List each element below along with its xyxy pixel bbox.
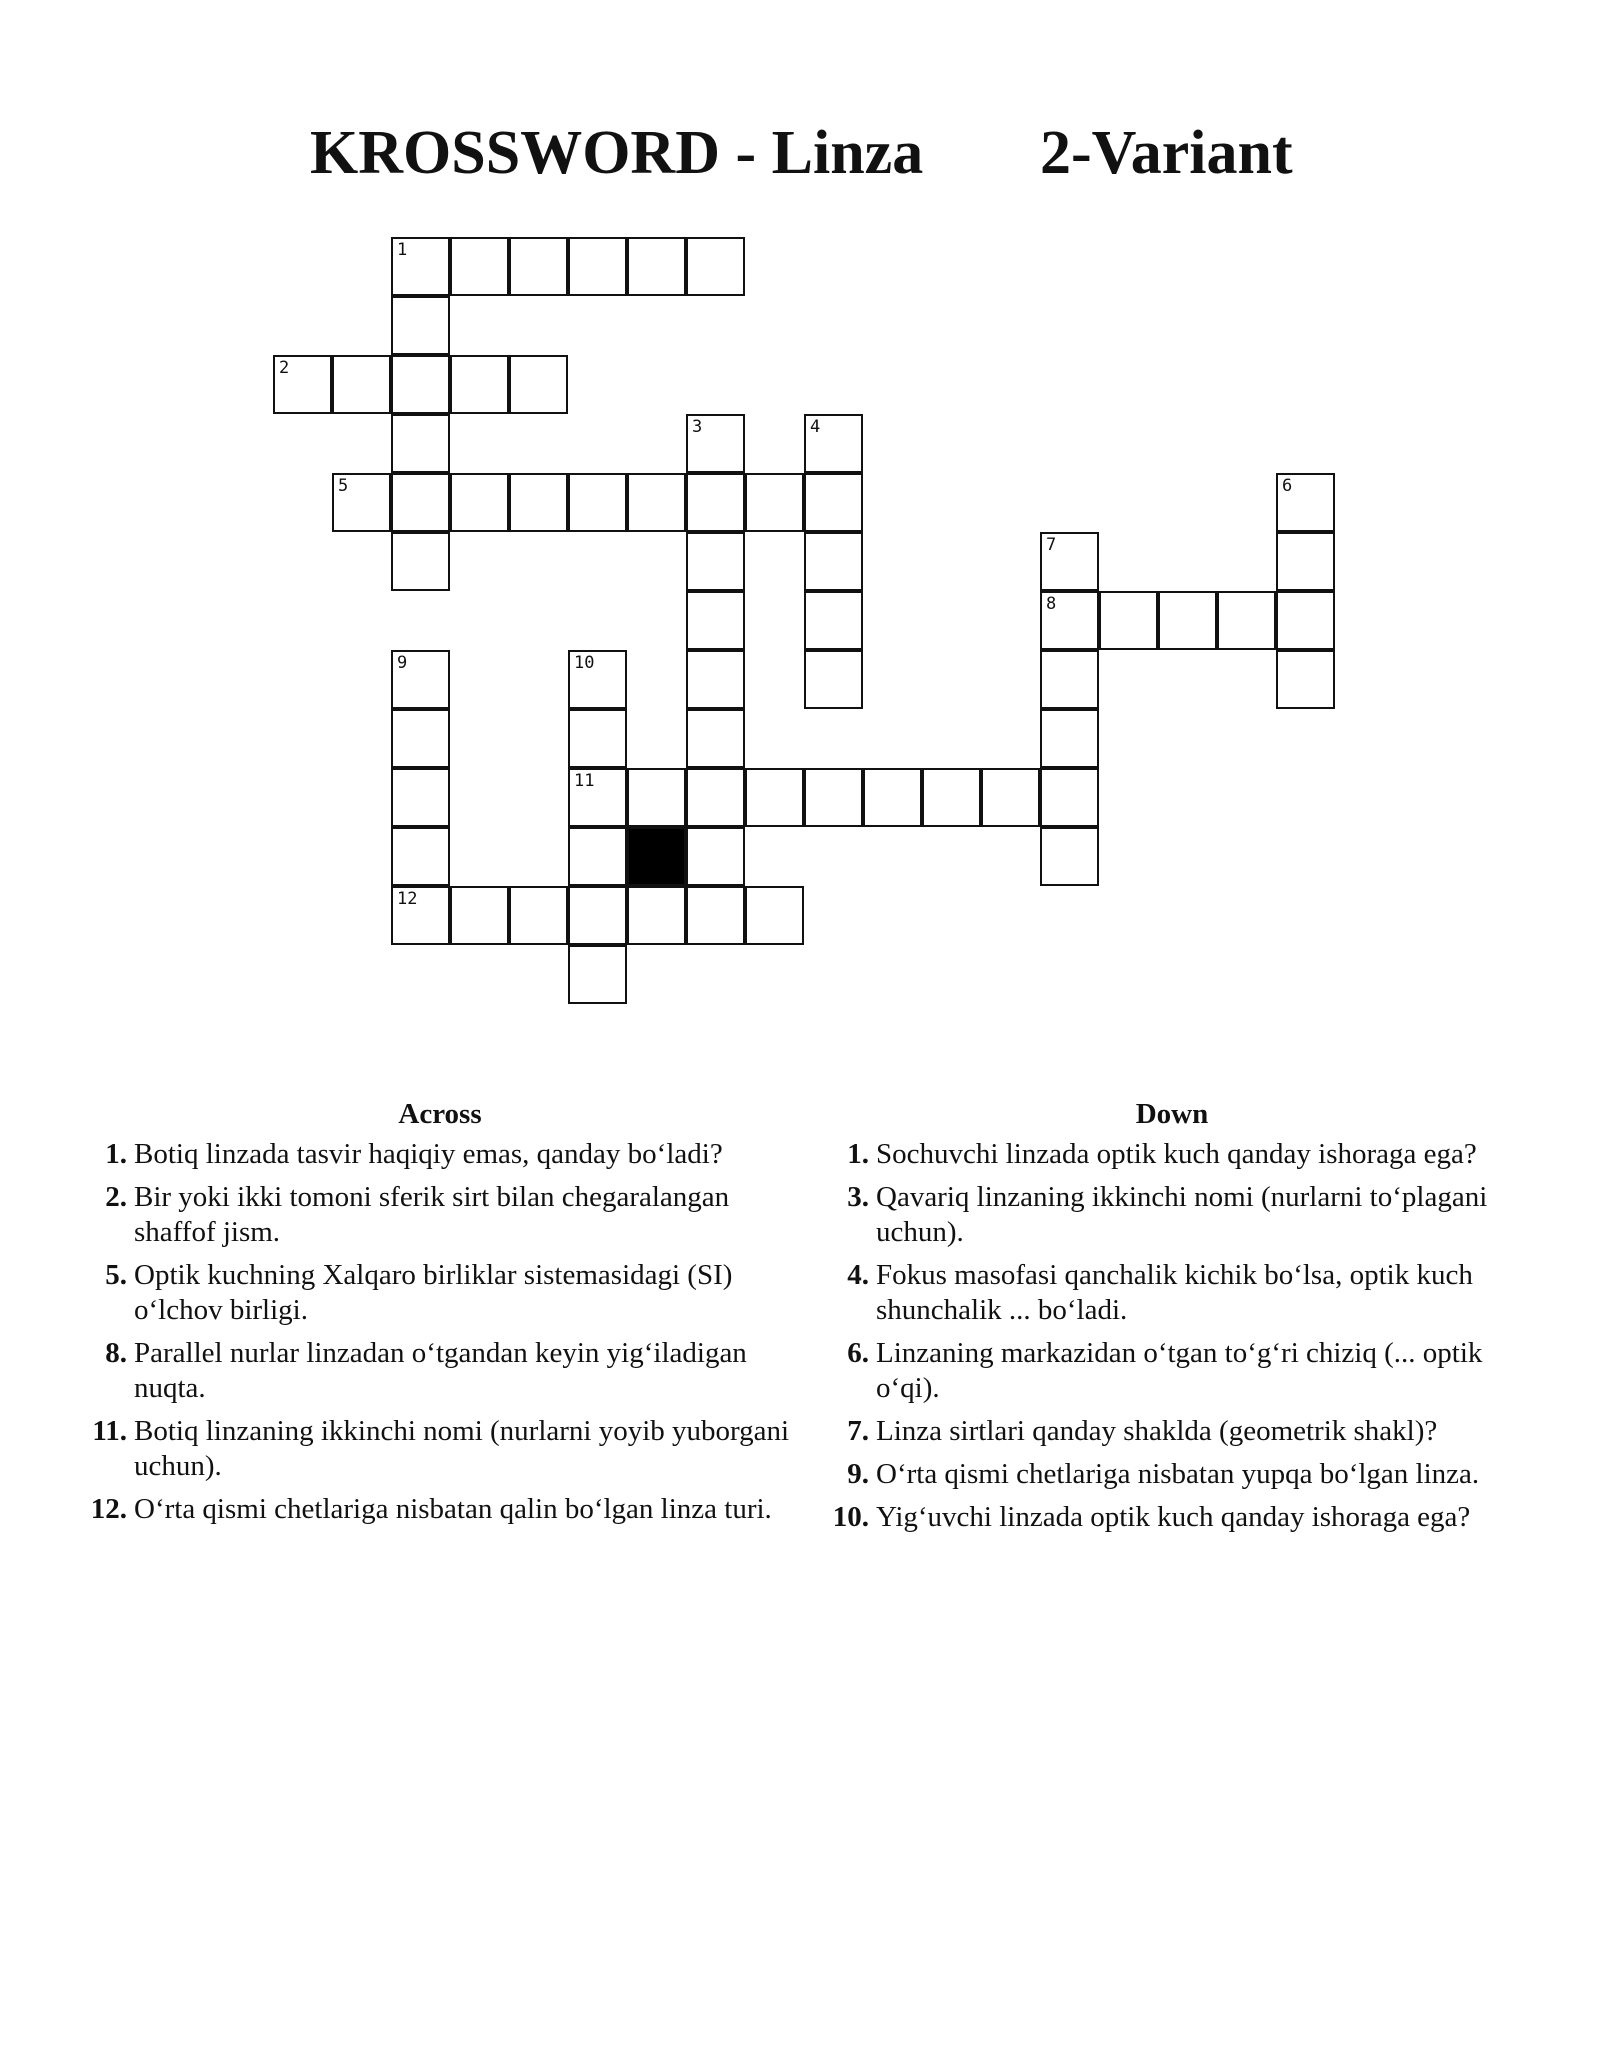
cell-number: 5 [338, 476, 349, 496]
crossword-cell[interactable] [686, 768, 745, 827]
crossword-cell[interactable] [568, 945, 627, 1004]
crossword-cell[interactable] [273, 355, 332, 414]
crossword-cell[interactable] [568, 237, 627, 296]
clue-number: 10. [832, 1501, 869, 1533]
crossword-cell[interactable] [686, 414, 745, 473]
crossword-cell[interactable] [391, 768, 450, 827]
crossword-cell[interactable] [568, 473, 627, 532]
crossword-cell[interactable] [391, 827, 450, 886]
crossword-cell[interactable] [391, 709, 450, 768]
crossword-cell[interactable] [568, 886, 627, 945]
crossword-cell[interactable] [450, 886, 509, 945]
crossword-cell[interactable] [509, 473, 568, 532]
clue-text: Optik kuchning Xalqaro birliklar sistemasidagi (SI) o‘lchov birligi. [134, 1259, 733, 1326]
crossword-cell[interactable] [391, 237, 450, 296]
crossword-cell[interactable] [686, 237, 745, 296]
crossword-cell[interactable] [627, 473, 686, 532]
clue-text: Botiq linzada tasvir haqiqiy emas, qanday bo‘ladi? [134, 1138, 723, 1170]
crossword-cell[interactable] [804, 768, 863, 827]
crossword-cell[interactable] [391, 296, 450, 355]
crossword-cell[interactable] [1040, 827, 1099, 886]
across-clue [80, 1414, 800, 1484]
crossword-cell[interactable] [1040, 768, 1099, 827]
clue-text: Bir yoki ikki tomoni sferik sirt bilan chegaralangan shaffof jism. [134, 1181, 730, 1248]
clue-number: 2. [105, 1181, 127, 1213]
crossword-cell[interactable] [450, 237, 509, 296]
down-clue [822, 1180, 1522, 1250]
crossword-cell[interactable] [804, 414, 863, 473]
down-clue [822, 1137, 1522, 1172]
crossword-cell[interactable] [332, 473, 391, 532]
crossword-cell[interactable] [391, 886, 450, 945]
crossword-cell[interactable] [568, 709, 627, 768]
clue-number: 12. [90, 1493, 127, 1525]
crossword-cell[interactable] [804, 473, 863, 532]
crossword-cell[interactable] [745, 473, 804, 532]
crossword-cell[interactable] [391, 650, 450, 709]
crossword-cell[interactable] [804, 591, 863, 650]
clue-text: Sochuvchi linzada optik kuch qanday ishoraga ega? [876, 1138, 1477, 1170]
title-variant: 2-Variant [1040, 119, 1293, 187]
down-clue [822, 1500, 1522, 1535]
crossword-cell[interactable] [1276, 532, 1335, 591]
clue-number: 1. [105, 1138, 127, 1170]
cell-number: 9 [397, 653, 408, 673]
clue-text: Linzaning markazidan o‘tgan to‘g‘ri chiziq (... optik o‘qi). [876, 1337, 1483, 1404]
crossword-cell[interactable] [686, 650, 745, 709]
crossword-cell[interactable] [1158, 591, 1217, 650]
crossword-cell[interactable] [1276, 591, 1335, 650]
clue-number: 5. [105, 1259, 127, 1291]
crossword-cell[interactable] [450, 355, 509, 414]
clue-number: 6. [847, 1337, 869, 1369]
crossword-cell[interactable] [627, 768, 686, 827]
across-clue [80, 1336, 800, 1406]
crossword-cell[interactable] [1276, 473, 1335, 532]
crossword-cell[interactable] [627, 237, 686, 296]
crossword-cell[interactable] [568, 768, 627, 827]
title-main: KROSSWORD - Linza [310, 119, 924, 187]
crossword-cell[interactable] [686, 827, 745, 886]
crossword-cell[interactable] [1099, 591, 1158, 650]
cell-number: 8 [1046, 594, 1057, 614]
crossword-cell[interactable] [1040, 532, 1099, 591]
cell-number: 2 [279, 358, 290, 378]
down-clues [822, 1097, 1522, 1543]
clue-number: 9. [847, 1458, 869, 1490]
cell-number: 10 [574, 653, 595, 673]
crossword-cell[interactable] [332, 355, 391, 414]
down-clue-list [822, 1137, 1522, 1535]
crossword-grid [0, 0, 1600, 1020]
crossword-cell[interactable] [509, 886, 568, 945]
cell-number: 1 [397, 240, 408, 260]
crossword-cell[interactable] [686, 591, 745, 650]
crossword-cell[interactable] [1040, 650, 1099, 709]
crossword-cell[interactable] [745, 886, 804, 945]
cell-number: 3 [692, 417, 703, 437]
clue-number: 11. [92, 1415, 127, 1447]
crossword-black-cell [627, 827, 686, 886]
crossword-cell[interactable] [922, 768, 981, 827]
clue-text: Botiq linzaning ikkinchi nomi (nurlarni yoyib yuborgani uchun). [134, 1415, 790, 1482]
crossword-cell[interactable] [391, 355, 450, 414]
crossword-cell[interactable] [568, 827, 627, 886]
crossword-cell[interactable] [627, 886, 686, 945]
crossword-cell[interactable] [509, 237, 568, 296]
down-clue [822, 1258, 1522, 1328]
crossword-cell[interactable] [1040, 591, 1099, 650]
across-clue-list [80, 1137, 800, 1527]
clue-number: 8. [105, 1337, 127, 1369]
across-clue [80, 1137, 800, 1172]
across-clues [80, 1097, 800, 1535]
crossword-cell[interactable] [391, 414, 450, 473]
cell-number: 12 [397, 889, 418, 909]
cell-number: 4 [810, 417, 821, 437]
across-clue [80, 1180, 800, 1250]
crossword-cell[interactable] [745, 768, 804, 827]
clue-text: Fokus masofasi qanchalik kichik bo‘lsa, optik kuch shunchalik ... bo‘ladi. [876, 1259, 1473, 1326]
down-clue [822, 1414, 1522, 1449]
crossword-cell[interactable] [686, 709, 745, 768]
crossword-cell[interactable] [1040, 709, 1099, 768]
across-clue [80, 1492, 800, 1527]
cell-number: 6 [1282, 476, 1293, 496]
clue-text: Linza sirtlari qanday shaklda (geometrik shakl)? [876, 1415, 1438, 1447]
down-heading: Down [1135, 1098, 1209, 1130]
cell-number: 11 [574, 771, 595, 791]
clue-number: 3. [847, 1181, 869, 1213]
crossword-cell[interactable] [863, 768, 922, 827]
crossword-cell[interactable] [686, 886, 745, 945]
down-clue [822, 1457, 1522, 1492]
cell-number: 7 [1046, 535, 1057, 555]
crossword-cell[interactable] [804, 650, 863, 709]
crossword-cell[interactable] [568, 650, 627, 709]
crossword-cell[interactable] [1276, 650, 1335, 709]
clue-text: Qavariq linzaning ikkinchi nomi (nurlarni to‘plagani uchun). [876, 1181, 1488, 1248]
crossword-cell[interactable] [981, 768, 1040, 827]
clue-text: O‘rta qismi chetlariga nisbatan yupqa bo‘lgan linza. [876, 1458, 1480, 1490]
crossword-cell[interactable] [686, 532, 745, 591]
crossword-cell[interactable] [804, 532, 863, 591]
across-heading: Across [398, 1098, 482, 1130]
crossword-cell[interactable] [509, 355, 568, 414]
crossword-cell[interactable] [391, 473, 450, 532]
clue-text: O‘rta qismi chetlariga nisbatan qalin bo‘lgan linza turi. [134, 1493, 772, 1525]
clue-number: 1. [847, 1138, 869, 1170]
across-clue [80, 1258, 800, 1328]
crossword-cell[interactable] [450, 473, 509, 532]
crossword-cell[interactable] [1217, 591, 1276, 650]
clue-number: 7. [847, 1415, 869, 1447]
clue-text: Parallel nurlar linzadan o‘tgandan keyin yig‘iladigan nuqta. [134, 1337, 747, 1404]
crossword-cell[interactable] [686, 473, 745, 532]
clue-text: Yig‘uvchi linzada optik kuch qanday ishoraga ega? [876, 1501, 1471, 1533]
crossword-cell[interactable] [391, 532, 450, 591]
clue-number: 4. [847, 1259, 869, 1291]
down-clue [822, 1336, 1522, 1406]
